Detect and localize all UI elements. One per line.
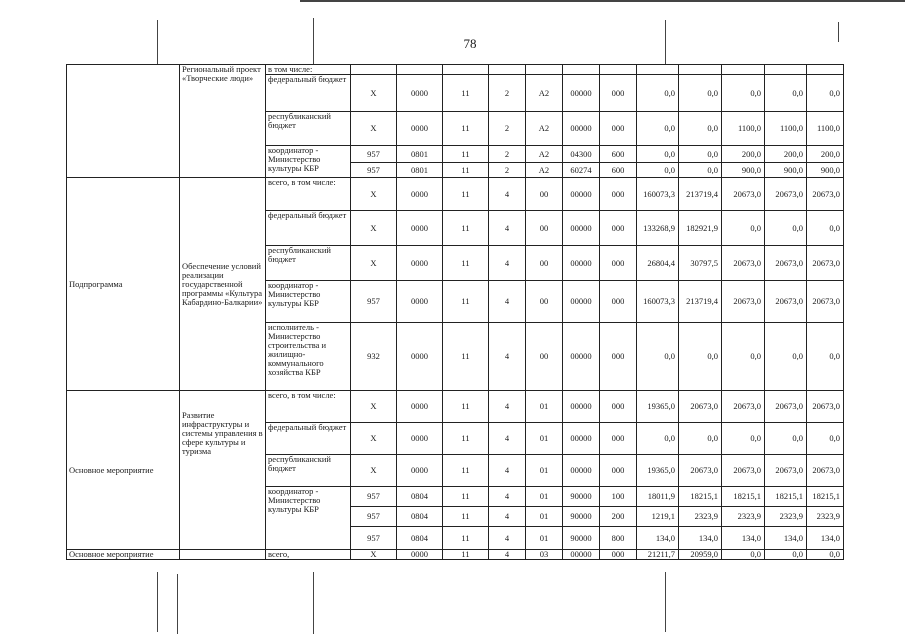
funding-source-cell: координатор - Министерство культуры КБР — [266, 281, 351, 323]
table-row: Подпрограмма Обеспечение условий реализации государственной программы «Культура Кабардино-Балкарии» всего, в том числе: X 0000 11 4 00 00000 000 160073,3 213719,4 20673,0 20673,0 20673,0 — [67, 178, 844, 211]
funding-source-cell: координатор - Министерство культуры КБР — [266, 487, 351, 550]
table-row: республиканский бюджет X 0000 11 4 01 00000 000 19365,0 20673,0 20673,0 20673,0 20673,0 — [67, 455, 844, 487]
scan-guide-left-bottom — [157, 572, 158, 632]
measure-name-cell: Региональный проект «Творческие люди» — [180, 65, 266, 178]
table-row: 957 0804 11 4 01 90000 800 134,0 134,0 134,0 134,0 134,0 — [67, 527, 844, 550]
table-row: федеральный бюджет X 0000 11 4 00 00000 000 133268,9 182921,9 0,0 0,0 0,0 — [67, 211, 844, 246]
row-type-cell — [67, 65, 180, 178]
table-row: 957 0804 11 4 01 90000 200 1219,1 2323,9 2323,9 2323,9 2323,9 — [67, 507, 844, 527]
scan-guide-right-bottom — [665, 572, 666, 632]
funding-source-cell: республиканский бюджет — [266, 246, 351, 281]
row-type-cell: Подпрограмма — [67, 178, 180, 391]
table-row: Основное мероприятие всего, X 0000 11 4 03 00000 000 21211,7 20959,0 0,0 0,0 0,0 — [67, 550, 844, 560]
page-number: 78 — [463, 36, 477, 51]
funding-source-cell: республиканский бюджет — [266, 455, 351, 487]
table-row: 957 0801 11 2 A2 60274 600 0,0 0,0 900,0 900,0 900,0 — [67, 163, 844, 178]
scan-guide-far-right — [838, 22, 839, 42]
scan-guide-mid — [313, 18, 314, 64]
funding-source-cell: исполнитель - Министерство строительства и жилищно-коммунального хозяйства КБР — [266, 323, 351, 391]
table-row: координатор - Министерство культуры КБР 957 0000 11 4 00 00000 000 160073,3 213719,4 20673,0 20673,0 20673,0 — [67, 281, 844, 323]
funding-source-cell: всего, в том числе: — [266, 391, 351, 423]
funding-source-cell: республиканский бюджет — [266, 112, 351, 146]
table-row: координатор - Министерство культуры КБР 957 0801 11 2 A2 04300 600 0,0 0,0 200,0 200,0 200,0 — [67, 146, 844, 163]
scan-edge-top — [300, 0, 905, 2]
measure-name-cell — [180, 550, 266, 560]
table-row — [67, 65, 844, 75]
scan-guide-right — [665, 20, 666, 64]
table-row: федеральный бюджет X 0000 11 2 A2 00000 000 0,0 0,0 0,0 0,0 0,0 — [67, 75, 844, 112]
scan-guide-left — [157, 20, 158, 64]
table-row: Основное мероприятие Развитие инфраструктуры и системы управления в сфере культуры и туризма всего, в том числе: X 0000 11 4 01 00000 000 19365,0 20673,0 20673,0 20673,0 20673,0 — [67, 391, 844, 423]
funding-source-cell: федеральный бюджет — [266, 211, 351, 246]
funding-source-cell: в том числе: — [266, 65, 351, 75]
table-row: республиканский бюджет X 0000 11 4 00 00000 000 26804,4 30797,5 20673,0 20673,0 20673,0 — [67, 246, 844, 281]
table-row: координатор - Министерство культуры КБР 957 0804 11 4 01 90000 100 18011,9 18215,1 18215,1 18215,1 18215,1 — [67, 487, 844, 507]
funding-source-cell: координатор - Министерство культуры КБР — [266, 146, 351, 178]
funding-source-cell: всего, — [266, 550, 351, 560]
funding-source-cell: федеральный бюджет — [266, 423, 351, 455]
scan-guide-mid-bottom — [313, 572, 314, 634]
funding-source-cell: федеральный бюджет — [266, 75, 351, 112]
table-row: федеральный бюджет X 0000 11 4 01 00000 000 0,0 0,0 0,0 0,0 0,0 — [67, 423, 844, 455]
table-row: республиканский бюджет X 0000 11 2 A2 00000 000 0,0 0,0 1100,0 1100,0 1100,0 — [67, 112, 844, 146]
measure-name-cell: Развитие инфраструктуры и системы управления в сфере культуры и туризма — [180, 391, 266, 550]
measure-name-cell: Обеспечение условий реализации государственной программы «Культура Кабардино-Балкарии» — [180, 178, 266, 391]
budget-table — [66, 64, 844, 560]
funding-source-cell: всего, в том числе: — [266, 178, 351, 211]
table-row: исполнитель - Министерство строительства и жилищно-коммунального хозяйства КБР 932 0000 11 4 00 00000 000 0,0 0,0 0,0 0,0 0,0 — [67, 323, 844, 391]
row-type-cell: Основное мероприятие — [67, 550, 180, 560]
row-type-cell: Основное мероприятие — [67, 391, 180, 550]
scan-guide-left2 — [177, 574, 178, 634]
